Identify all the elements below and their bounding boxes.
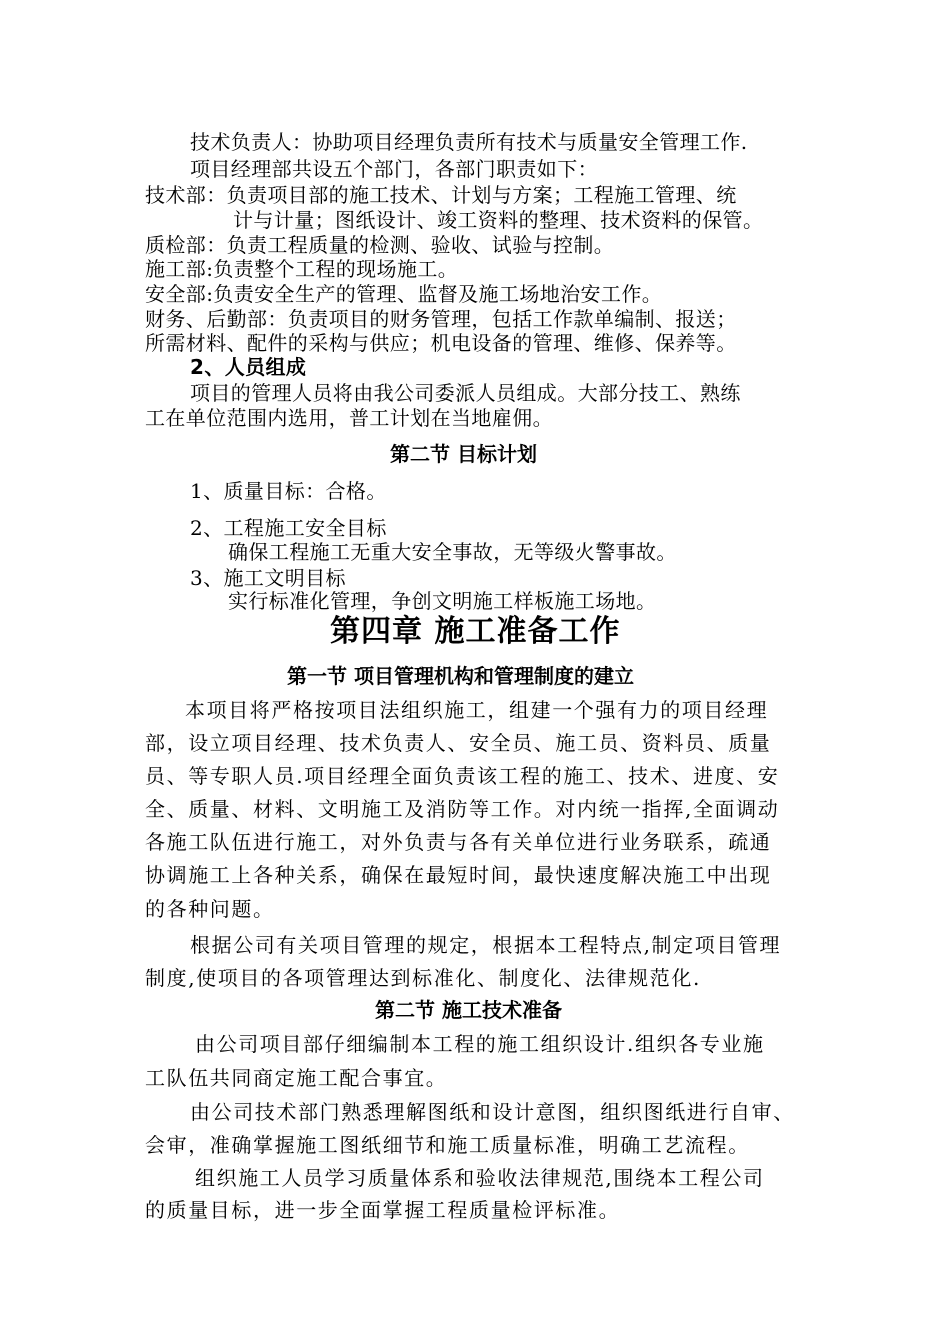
goal-item: 3、施工文明目标 [190, 566, 346, 590]
chapter-title: 第四章 施工准备工作 [330, 614, 621, 649]
section-title: 第二节 目标计划 [390, 442, 537, 466]
section-title: 第一节 项目管理机构和管理制度的建立 [287, 664, 634, 688]
subheading: 2、人员组成 [190, 355, 307, 379]
text-line: 技术部：负责项目部的施工技术、计划与方案；工程施工管理、统 [145, 183, 737, 207]
paragraph-line: 本项目将严格按项目法组织施工，组建一个强有力的项目经理 [185, 698, 769, 722]
goal-item: 1、质量目标：合格。 [190, 479, 387, 503]
text-line: 技术负责人：协助项目经理负责所有技术与质量安全管理工作. [190, 130, 748, 154]
text-line: 安全部:负责安全生产的管理、监督及施工场地治安工作。 [145, 282, 663, 306]
text-line: 项目经理部共设五个部门，各部门职责如下： [190, 157, 598, 181]
paragraph-line: 员、等专职人员.项目经理全面负责该工程的施工、技术、进度、安 [145, 764, 780, 788]
text-line: 项目的管理人员将由我公司委派人员组成。大部分技工、熟练 [190, 381, 741, 405]
paragraph-line: 由公司项目部仔细编制本工程的施工组织设计.组织各专业施 [195, 1032, 765, 1056]
goal-detail: 实行标准化管理，争创文明施工样板施工场地。 [228, 589, 657, 613]
text-line: 质检部：负责工程质量的检测、验收、试验与控制。 [145, 233, 615, 257]
paragraph-line: 全、质量、材料、文明施工及消防等工作。对内统一指挥,全面调动 [145, 797, 780, 821]
text-line: 所需材料、配件的采构与供应；机电设备的管理、维修、保养等。 [145, 331, 737, 355]
paragraph-line: 由公司技术部门熟悉理解图纸和设计意图，组织图纸进行自审、 [190, 1100, 795, 1124]
paragraph-line: 各施工队伍进行施工，对外负责与各有关单位进行业务联系，疏通 [145, 830, 772, 854]
text-line: 计与计量；图纸设计、竣工资料的整理、技术资料的保管。 [233, 208, 764, 232]
paragraph-line: 的各种问题。 [145, 897, 275, 921]
section-title: 第二节 施工技术准备 [375, 998, 562, 1022]
paragraph-line: 的质量目标，进一步全面掌握工程质量检评标准。 [145, 1198, 621, 1222]
text-line: 财务、后勤部：负责项目的财务管理，包括工作款单编制、报送； [145, 307, 737, 331]
goal-item: 2、工程施工安全目标 [190, 516, 387, 540]
text-line: 施工部:负责整个工程的现场施工。 [145, 257, 459, 281]
goal-detail: 确保工程施工无重大安全事故，无等级火警事故。 [228, 540, 677, 564]
paragraph-line: 会审，准确掌握施工图纸细节和施工质量标准，明确工艺流程。 [145, 1133, 750, 1157]
paragraph-line: 工队伍共同商定施工配合事宜。 [145, 1066, 448, 1090]
paragraph-line: 根据公司有关项目管理的规定，根据本工程特点,制定项目管理 [190, 933, 782, 957]
text-line: 工在单位范围内选用，普工计划在当地雇佣。 [145, 406, 553, 430]
paragraph-line: 部，设立项目经理、技术负责人、安全员、施工员、资料员、质量 [145, 731, 772, 755]
paragraph-line: 组织施工人员学习质量体系和验收法律规范,围绕本工程公司 [195, 1166, 765, 1190]
paragraph-line: 协调施工上各种关系，确保在最短时间，最快速度解决施工中出现 [145, 863, 772, 887]
paragraph-line: 制度,使项目的各项管理达到标准化、制度化、法律规范化. [145, 966, 701, 990]
